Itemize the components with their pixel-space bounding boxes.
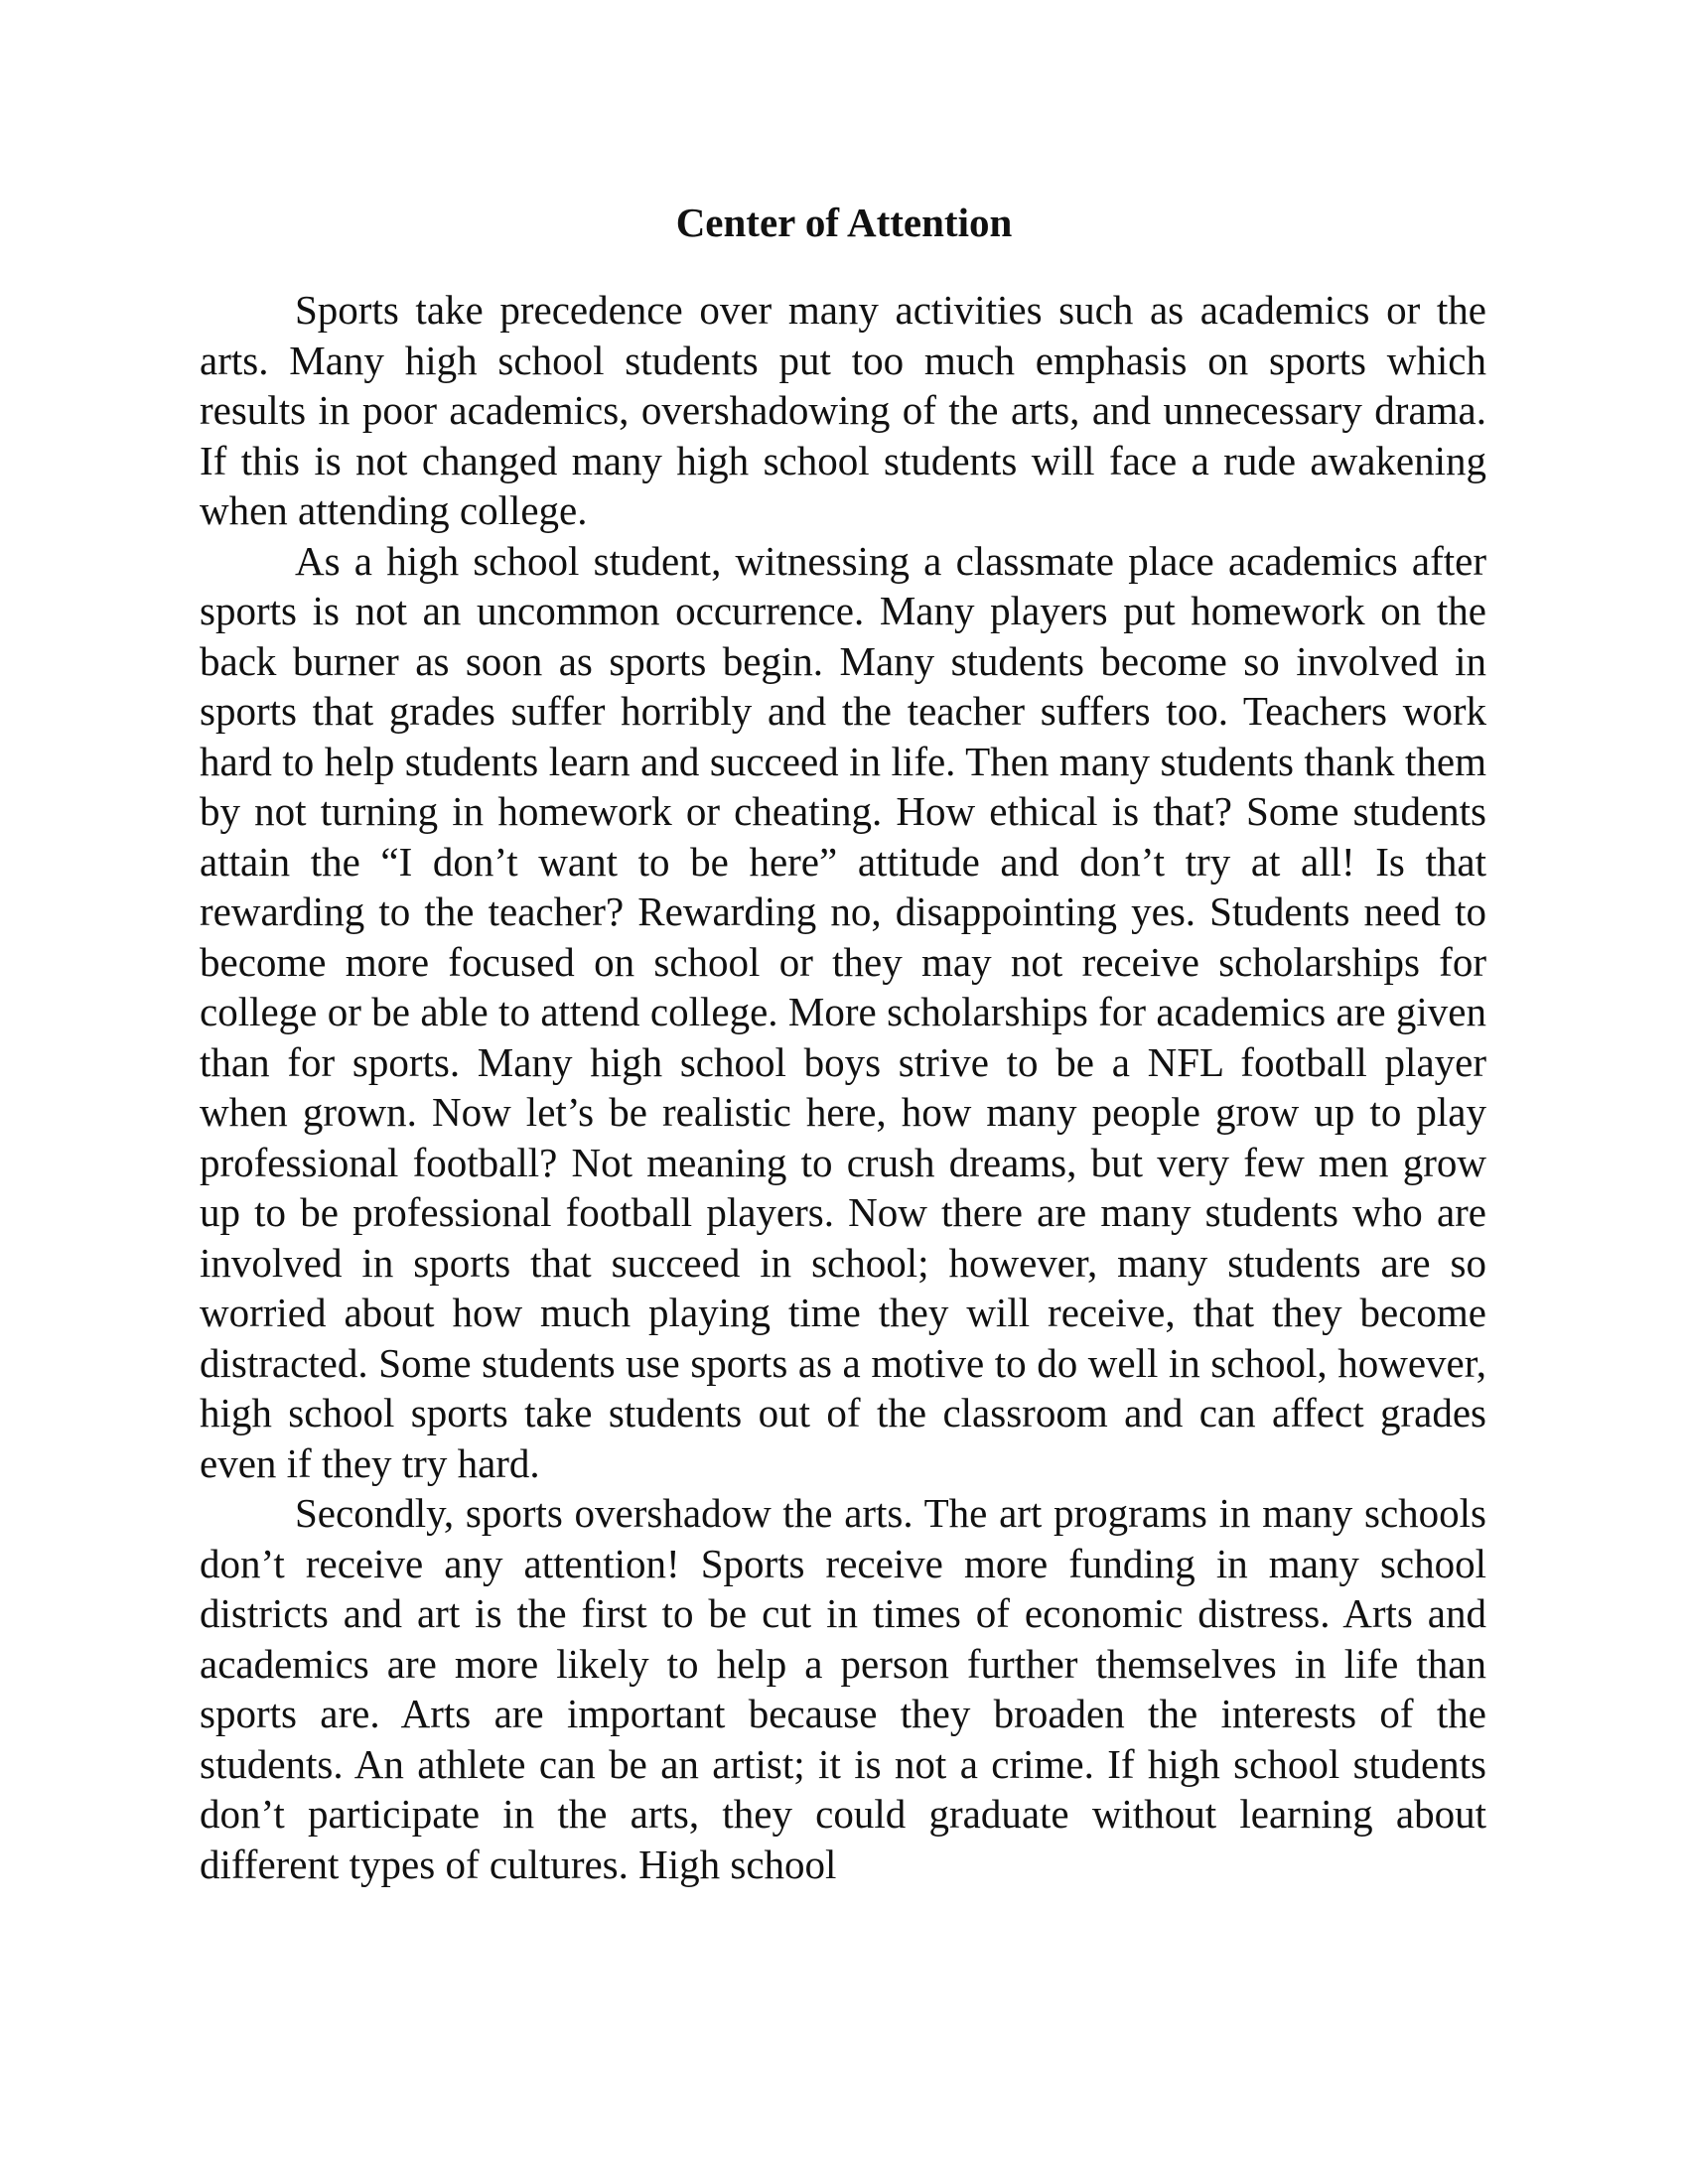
- paragraph-3: Secondly, sports overshadow the arts. The art programs in many schools don’t receive any attention! Sports receive more funding in many school districts and art is the first to be cut in times of economic distress. Arts and academics are more likely to help a person further themselves in life than sports are. Arts are important because they broaden the interests of the students. An athlete can be an artist; it is not a crime. If high school students don’t participate in the arts, they could graduate without learning about different types of cultures. High school: [200, 1490, 1486, 1887]
- paragraph-1: Sports take precedence over many activities such as academics or the arts. Many high school students put too much emphasis on sports which results in poor academics, overshadowing of the arts, and unnecessary drama. If this is not changed many high school students will face a rude awakening when attending college.: [200, 287, 1486, 533]
- document-title: Center of Attention: [675, 200, 1013, 245]
- document-body: [200, 285, 1486, 1889]
- paragraph-2: As a high school student, witnessing a classmate place academics after sports is not an uncommon occurrence. Many players put homework on the back burner as soon as sports begin. Many students become so involved in sports that grades suffer horribly and the teacher suffers too. Teachers work hard to help students learn and succeed in life. Then many students thank them by not turning in homework or cheating. How ethical is that? Some students attain the “I don’t want to be here” attitude and don’t try at all! Is that rewarding to the teacher? Rewarding no, disappointing yes. Students need to become more focused on school or they may not receive scholarships for college or be able to attend college. More scholarships for academics are given than for sports. Many high school boys strive to be a NFL football player when grown. Now let’s be realistic here, how many people grow up to play professional football? Not meaning to crush dreams, but very few men grow up to be professional football players. Now there are many students who are involved in sports that succeed in school; however, many students are so worried about how much playing time they will receive, that they become distracted. Some students use sports as a motive to do well in school, however, high school sports take students out of the classroom and can affect grades even if they try hard.: [200, 537, 1486, 1486]
